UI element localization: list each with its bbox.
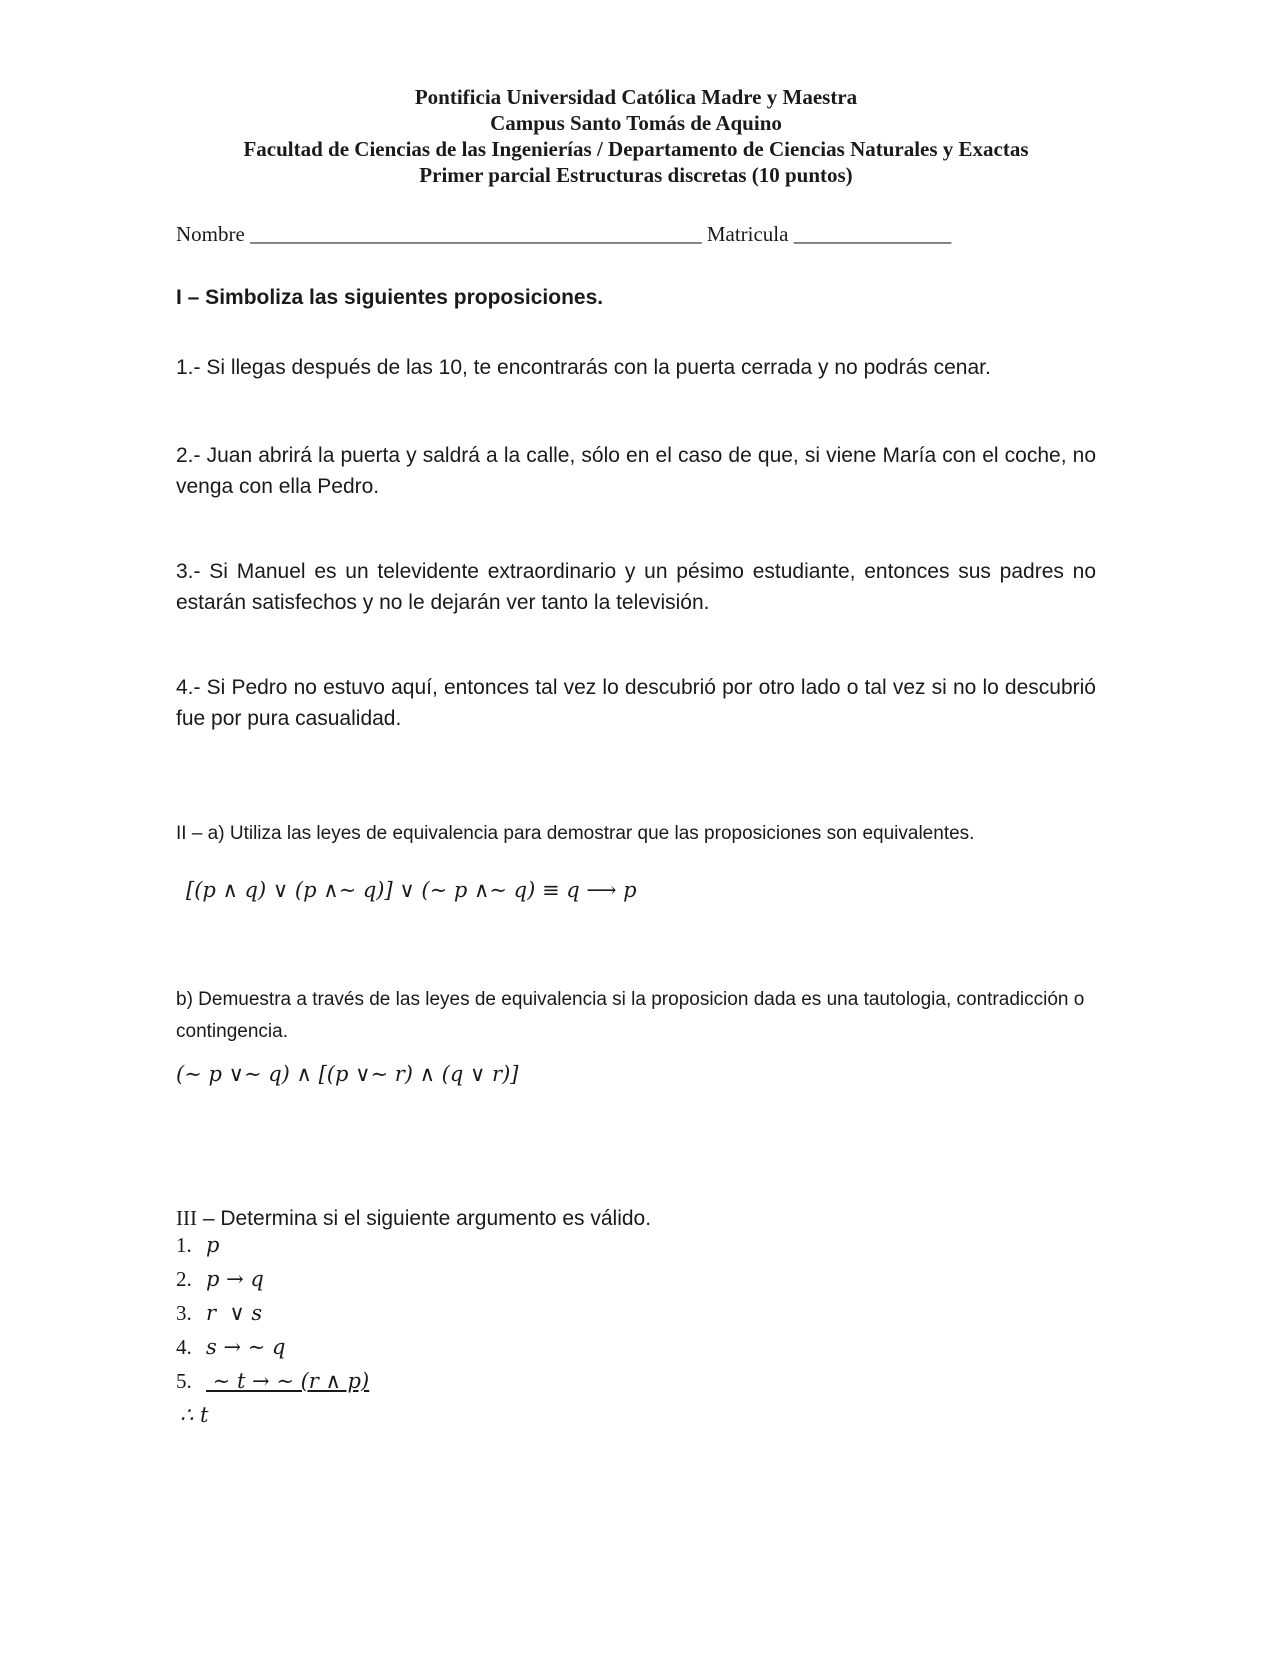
nombre-label: Nombre [176, 222, 245, 246]
matricula-label: Matricula [706, 222, 789, 246]
exam-title: Primer parcial Estructuras discretas (10 puntos) [419, 163, 853, 187]
campus-name: Campus Santo Tomás de Aquino [490, 111, 782, 135]
question-4: 4.- Si Pedro no estuvo aquí, entonces tal vez lo descubrió por otro lado o tal vez si no lo descubrió fue por pura casualidad. [176, 676, 1096, 730]
premise-4: 4. s → ∼ q [176, 1335, 286, 1359]
exam-header [176, 84, 1096, 188]
exam-page [176, 84, 1096, 1427]
nombre-blank: ___________________________________________ [250, 222, 702, 246]
student-info-row [176, 222, 951, 247]
section-2a-text: II – a) Utiliza las leyes de equivalencia para demostrar que las proposiciones son equivalentes. [176, 823, 975, 844]
section-1-title: I – Simboliza las siguientes proposiciones. [176, 286, 604, 309]
argument-list [176, 1228, 369, 1432]
premise-5: 5. ∼ t → ∼ (r ∧ p) [176, 1369, 370, 1393]
section-3-roman: III [176, 1206, 197, 1230]
premise-3: 3. r ∨ s [176, 1301, 263, 1325]
matricula-blank: _______________ [793, 222, 952, 246]
university-name: Pontificia Universidad Católica Madre y Maestra [414, 85, 858, 109]
section-2b-text: b) Demuestra a través de las leyes de equivalencia si la proposicion dada es una tautologia, contradicción o contingencia. [176, 989, 1085, 1042]
faculty-name: Facultad de Ciencias de las Ingenierías / Departamento de Ciencias Naturales y Exactas [243, 137, 1029, 161]
question-1: 1.- Si llegas después de las 10, te encontrarás con la puerta cerrada y no podrás cenar. [176, 356, 991, 379]
premise-2: 2. p → q [176, 1267, 264, 1291]
question-2: 2.- Juan abrirá la puerta y saldrá a la calle, sólo en el caso de que, si viene María con el coche, no venga con ella Pedro. [176, 444, 1096, 498]
premise-1: 1. p [176, 1233, 220, 1257]
section-2b-formula: (∼ p ∨∼ q) ∧ [(p ∨∼ r) ∧ (q ∨ r)] [176, 1062, 519, 1086]
question-3: 3.- Si Manuel es un televidente extraordinario y un pésimo estudiante, entonces sus padres no estarán satisfechos y no le dejarán ver tanto la televisión. [176, 560, 1096, 614]
section-2a-formula: [(p ∧ q) ∨ (p ∧∼ q)] ∨ (∼ p ∧∼ q) ≡ q ⟶ p [186, 878, 637, 902]
section-3-text: – Determina si el siguiente argumento es válido. [196, 1207, 652, 1230]
conclusion: ∴ t [180, 1403, 209, 1427]
